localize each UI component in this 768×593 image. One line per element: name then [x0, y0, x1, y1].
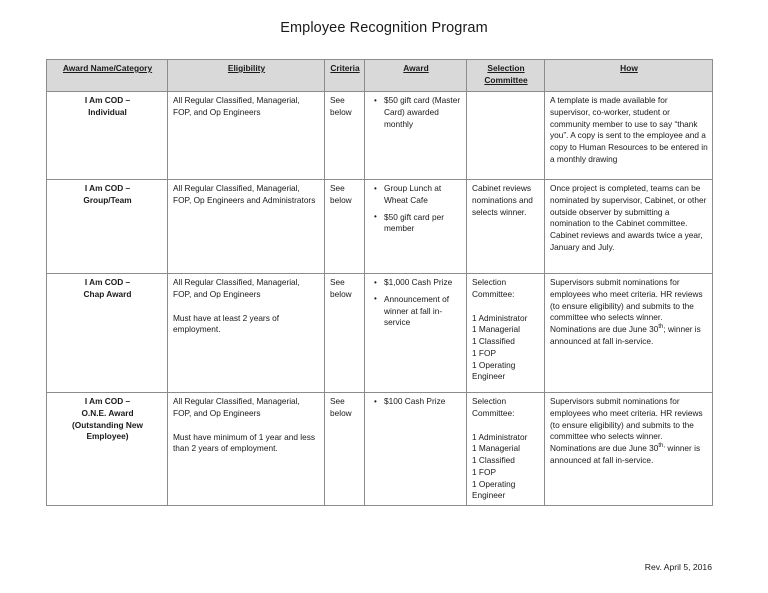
cell-criteria [325, 274, 365, 393]
table-header-row [47, 60, 713, 92]
column-header-how-label: How [620, 63, 638, 73]
selection-committee-block [472, 396, 540, 502]
award-name-line3: (Outstanding New [72, 419, 143, 430]
column-header-criteria-label: Criteria [330, 63, 360, 73]
cell-award [365, 274, 467, 393]
how-text-superscript: th, [658, 443, 666, 450]
list-item: 1 Operating Engineer [472, 359, 516, 382]
list-item: 1 Managerial [472, 324, 520, 335]
list-item: • Group Lunch at Wheat Cafe [384, 183, 462, 207]
selection-intro-text: Selection Committee: [472, 277, 515, 299]
cell-award-name [47, 274, 168, 393]
cell-selection-committee [467, 274, 545, 393]
cell-eligibility [168, 92, 325, 180]
award-name-line1: I Am COD – [84, 277, 131, 287]
how-text-part1: Supervisors submit nominations for employees who meet criteria. HR reviews (to ensure eligibility) and submits to the committee who selects winner. Nominations are due June 30 [550, 277, 703, 335]
column-header-award [365, 60, 467, 92]
how-text [550, 396, 708, 467]
selection-intro-text: Selection Committee: [472, 396, 515, 418]
table-header [47, 60, 713, 92]
cell-award-name [47, 180, 168, 274]
list-item: 1 Classified [472, 336, 515, 347]
eligibility-requirement-text: Must have at least 2 years of employment. [173, 312, 280, 335]
cell-how [545, 180, 713, 274]
award-bullet-list [370, 277, 462, 329]
award-name-line2: O.N.E. Award [81, 407, 134, 418]
cell-eligibility [168, 274, 325, 393]
cell-award [365, 92, 467, 180]
table-row [47, 393, 713, 506]
award-bullet-list [370, 183, 462, 235]
list-item: 1 FOP [472, 347, 496, 358]
table-row [47, 92, 713, 180]
how-text-part2: ; winner is announced at fall in-service. [550, 324, 701, 346]
cell-selection-committee [467, 92, 545, 180]
eligibility-text: All Regular Classified, Managerial, FOP, and Op Engineers [173, 396, 300, 418]
column-header-eligibility-label: Eligibility [227, 63, 266, 73]
cell-selection-committee [467, 180, 545, 274]
cell-award [365, 393, 467, 506]
table-row [47, 180, 713, 274]
column-header-criteria [325, 60, 365, 92]
cell-how [545, 393, 713, 506]
list-item: • $50 gift card per member [384, 212, 462, 236]
selection-member-list [472, 432, 540, 503]
list-item: • $100 Cash Prize [384, 396, 462, 408]
selection-intro-text: Cabinet reviews nominations and selects winner. [472, 183, 533, 217]
column-header-award-label: Award [403, 63, 429, 73]
selection-committee-block [472, 277, 540, 383]
criteria-text: See below [330, 396, 352, 418]
table-row [47, 274, 713, 393]
how-text-part1: Supervisors submit nominations for employees who meet criteria. HR reviews (to ensure eligibility) and submits to the committee who selects winner. Nominations are due June 30 [550, 396, 703, 454]
list-item: • Announcement of winner at fall in-service [384, 294, 462, 329]
award-name-line2: Group/Team [83, 194, 132, 205]
table-body [47, 92, 713, 506]
cell-criteria [325, 180, 365, 274]
employee-recognition-table [46, 59, 713, 506]
eligibility-text: All Regular Classified, Managerial, FOP, and Op Engineers [173, 277, 300, 299]
list-item: 1 Administrator [472, 312, 528, 323]
eligibility-text: All Regular Classified, Managerial, FOP, and Op Engineers [173, 95, 300, 117]
selection-member-list [472, 313, 540, 384]
cell-how [545, 92, 713, 180]
criteria-text: See below [330, 277, 352, 299]
page-title: Employee Recognition Program [280, 20, 488, 36]
list-item: 1 Operating Engineer [472, 478, 516, 501]
cell-criteria [325, 92, 365, 180]
column-header-how [545, 60, 713, 92]
column-header-eligibility [168, 60, 325, 92]
award-name-line1: I Am COD – [84, 396, 131, 406]
cell-selection-committee [467, 393, 545, 506]
award-name-line1: I Am COD – [84, 95, 131, 105]
how-text [550, 277, 708, 348]
how-text: Once project is completed, teams can be nominated by supervisor, Cabinet, or other outside observer by submitting a nomination to the Cabinet committee. Cabinet reviews and awards twice a year, January and July. [550, 183, 707, 252]
list-item: • $1,000 Cash Prize [384, 277, 462, 289]
column-header-award-name [47, 60, 168, 92]
revision-footer: Rev. April 5, 2016 [644, 562, 712, 572]
award-name-line2: Individual [88, 106, 127, 117]
cell-criteria [325, 393, 365, 506]
cell-eligibility [168, 393, 325, 506]
cell-award [365, 180, 467, 274]
cell-award-name [47, 393, 168, 506]
eligibility-text: All Regular Classified, Managerial, FOP, Op Engineers and Administrators [173, 183, 316, 205]
how-text-part2: winner is announced at fall in-service. [550, 443, 701, 465]
award-bullet-list [370, 95, 462, 130]
how-text: A template is made available for supervisor, co-worker, student or community member to use to say “thank you”. A copy is sent to the employee and a copy to Human Resources to be entered in a monthly drawing [550, 95, 708, 164]
list-item: 1 FOP [472, 466, 496, 477]
column-header-award-name-label: Award Name/Category [62, 63, 153, 73]
award-name-line1: I Am COD – [84, 183, 131, 193]
eligibility-requirement-text: Must have minimum of 1 year and less than 2 years of employment. [173, 431, 316, 454]
list-item: 1 Managerial [472, 443, 520, 454]
column-header-selection-line2: Committee [484, 74, 528, 85]
cell-eligibility [168, 180, 325, 274]
list-item: 1 Administrator [472, 431, 528, 442]
list-item: 1 Classified [472, 455, 515, 466]
criteria-text: See below [330, 183, 352, 205]
award-name-line2: Chap Award [83, 288, 132, 299]
cell-award-name [47, 92, 168, 180]
award-name-line4: Employee) [86, 431, 129, 442]
list-item: • $50 gift card (Master Card) awarded monthly [384, 95, 462, 130]
how-text-superscript: th [658, 324, 664, 331]
column-header-selection-committee [467, 60, 545, 92]
award-bullet-list [370, 396, 462, 408]
column-header-selection-line1: Selection [487, 63, 525, 73]
cell-how [545, 274, 713, 393]
criteria-text: See below [330, 95, 352, 117]
